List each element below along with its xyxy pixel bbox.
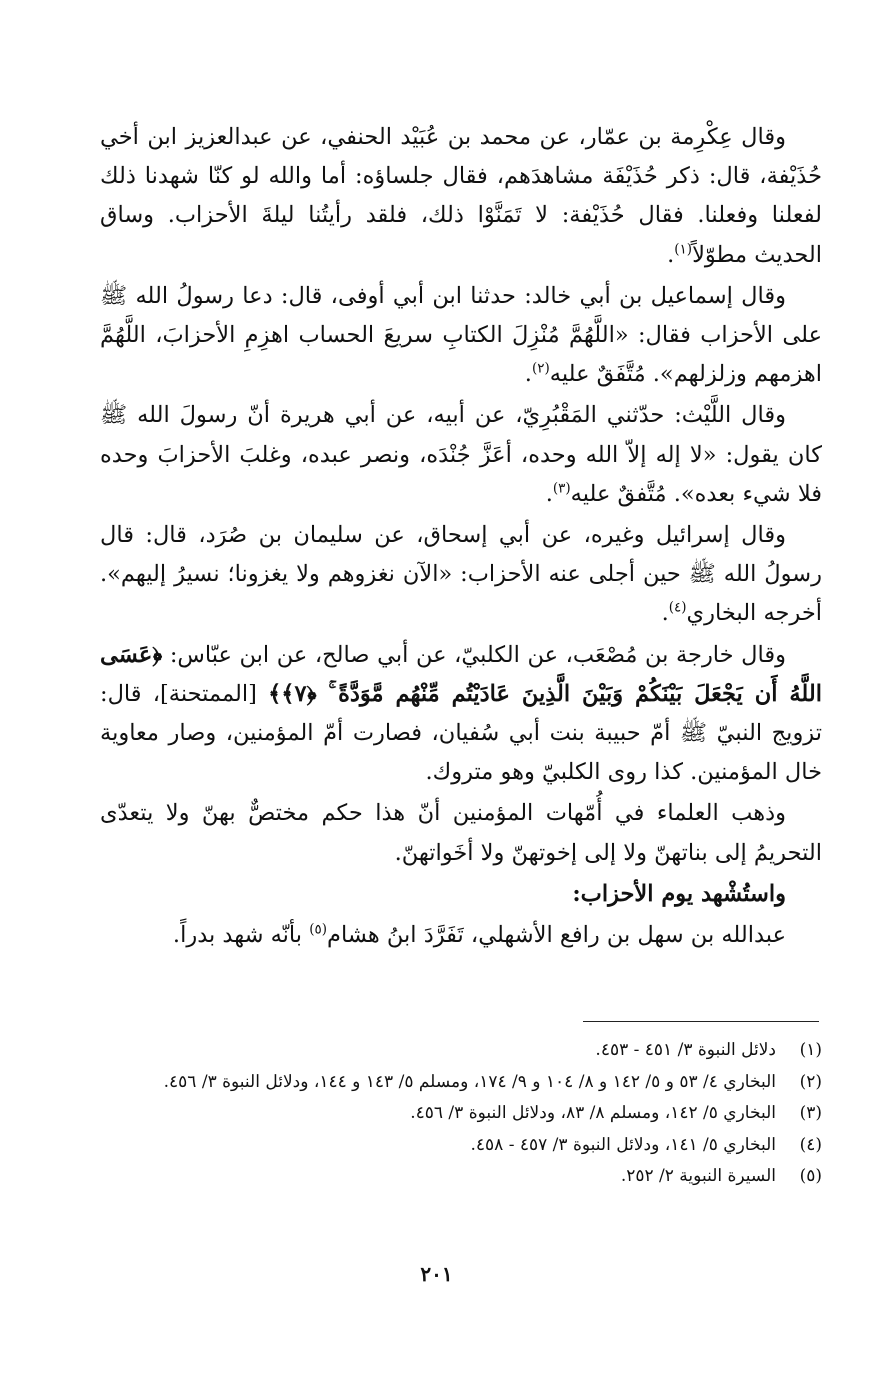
footnote-text: البخاري ٥/ ١٤١، ودلائل النبوة ٣/ ٤٥٧ - ٤٥٨. bbox=[470, 1134, 776, 1155]
footnote-text: دلائل النبوة ٣/ ٤٥١ - ٤٥٣. bbox=[595, 1040, 776, 1060]
footnote-number: (٤) bbox=[799, 1134, 822, 1155]
footnote-2 bbox=[100, 1068, 822, 1097]
paragraph-2-end: . bbox=[524, 361, 532, 388]
footnote-number: (١) bbox=[799, 1040, 822, 1060]
page-number: ٢٠١ bbox=[420, 1262, 453, 1286]
footnote-5 bbox=[100, 1162, 822, 1191]
footnote-number: (٣) bbox=[799, 1103, 822, 1123]
footnote-text: السيرة النبوية ٢/ ٢٥٢. bbox=[620, 1166, 776, 1186]
footnote-ref-2: (٢) bbox=[531, 360, 550, 377]
paragraph-5-intro: وقال خارجة بن مُصْعَب، عن الكلبيّ، عن أبي صالح، عن ابن عبّاس: bbox=[169, 641, 786, 668]
paragraph-1-end: . bbox=[667, 241, 675, 268]
footnote-3 bbox=[100, 1099, 822, 1128]
quran-verse: ﴿عَسَى اللَّهُ أَن يَجْعَلَ بَيْنَكُمْ وَبَيْنَ الَّذِينَ عَادَيْتُم مِّنْهُم مَّوَدَّةً ۚ ﴿٧﴾﴾ bbox=[100, 641, 822, 707]
footnote-ref-3: (٣) bbox=[552, 480, 571, 497]
footnote-ref-4: (٤) bbox=[668, 599, 687, 616]
footnote-number: (٢) bbox=[799, 1071, 822, 1092]
footnote-divider bbox=[583, 1021, 819, 1022]
paragraph-7-end: بأنّه شهد بدراً. bbox=[172, 922, 310, 949]
footnote-1 bbox=[100, 1036, 822, 1065]
footnotes bbox=[100, 1036, 822, 1194]
paragraph-3-text: وقال اللَّيْث: حدّثني المَقْبُرِيّ، عن أبيه، عن أبي هريرة أنّ رسولَ الله ﷺ كان يقول: «لا إله إلاّ الله وحده، أعَزَّ جُنْدَه، ونصر عبده، وغلبَ الأحزابَ وحده فلا شيء بعده». مُتَّفقٌ عليه bbox=[100, 402, 822, 507]
main-text bbox=[100, 118, 822, 957]
footnote-text: البخاري ٤/ ٥٣ و ٥/ ١٤٢ و ٨/ ١٠٤ و ٩/ ١٧٤، ومسلم ٥/ ١٤٣ و ١٤٤، ودلائل النبوة ٣/ ٤٥٦. bbox=[163, 1071, 776, 1092]
paragraph-3-end: . bbox=[545, 480, 553, 507]
footnote-text: البخاري ٥/ ١٤٢، ومسلم ٨/ ٨٣، ودلائل النبوة ٣/ ٤٥٦. bbox=[410, 1103, 776, 1123]
section-heading: واستُشْهد يوم الأحزاب: bbox=[572, 880, 786, 907]
footnote-4 bbox=[100, 1131, 822, 1160]
paragraph-7-text: عبدالله بن سهل بن رافع الأشهلي، تَفَرَّدَ ابنُ هشام bbox=[327, 922, 786, 949]
paragraph-2 bbox=[100, 277, 822, 395]
footnote-number: (٥) bbox=[799, 1166, 822, 1186]
paragraph-4-text: وقال إسرائيل وغيره، عن أبي إسحاق، عن سليمان بن صُرَد، قال: قال رسولُ الله ﷺ حين أجلى عنه الأحزاب: «الآن نغزوهم ولا يغزونا؛ نسيرُ إليهم». أخرجه البخاري bbox=[100, 522, 822, 627]
paragraph-4 bbox=[100, 516, 822, 634]
paragraph-7 bbox=[100, 916, 822, 955]
paragraph-6: وذهب العلماء في أُمّهات المؤمنين أنّ هذا حكم مختصٌّ بهنّ ولا يتعدّى التحريمُ إلى بناتهنّ ولا إلى إخوتهنّ ولا أخَواتهنّ. bbox=[100, 800, 822, 866]
footnote-ref-5: (٥) bbox=[309, 921, 328, 938]
paragraph-1 bbox=[100, 118, 822, 275]
paragraph-1-text: وقال عِكْرِمة بن عمّار، عن محمد بن عُبَيْد الحنفي، عن عبدالعزيز ابن أخي حُذَيْفة، قال: ذكر حُذَيْفَة مشاهدَهم، فقال جلساؤه: أما والله لو كنّا شهدنا ذلك لفعلنا وفعلنا. فقال حُذَيْفة: لا تَمَنَّوْا ذلك، فلقد رأيتُنا ليلةَ الأحزاب. وساق الحديث مطوّلاً bbox=[100, 124, 822, 268]
paragraph-4-end: . bbox=[661, 600, 669, 627]
paragraph-3 bbox=[100, 396, 822, 514]
paragraph-5 bbox=[100, 636, 822, 793]
paragraph-2-text: وقال إسماعيل بن أبي خالد: حدثنا ابن أبي أوفى، قال: دعا رسولُ الله ﷺ على الأحزاب فقال: «اللَّهُمَّ مُنْزِلَ الكتابِ سريعَ الحساب اهزِمِ الأحزابَ، اللَّهُمَّ اهزمهم وزلزلهم». مُتَّفَقٌ عليه bbox=[100, 282, 822, 388]
footnote-ref-1: (١) bbox=[674, 241, 693, 258]
paragraph-5-text: [الممتحنة]، قال: تزويج النبيّ ﷺ أمّ حبيبة بنت أبي سُفيان، فصارت أمّ المؤمنين، وصار معاوية خال المؤمنين. كذا روى الكلبيّ وهو متروك. bbox=[100, 680, 822, 786]
